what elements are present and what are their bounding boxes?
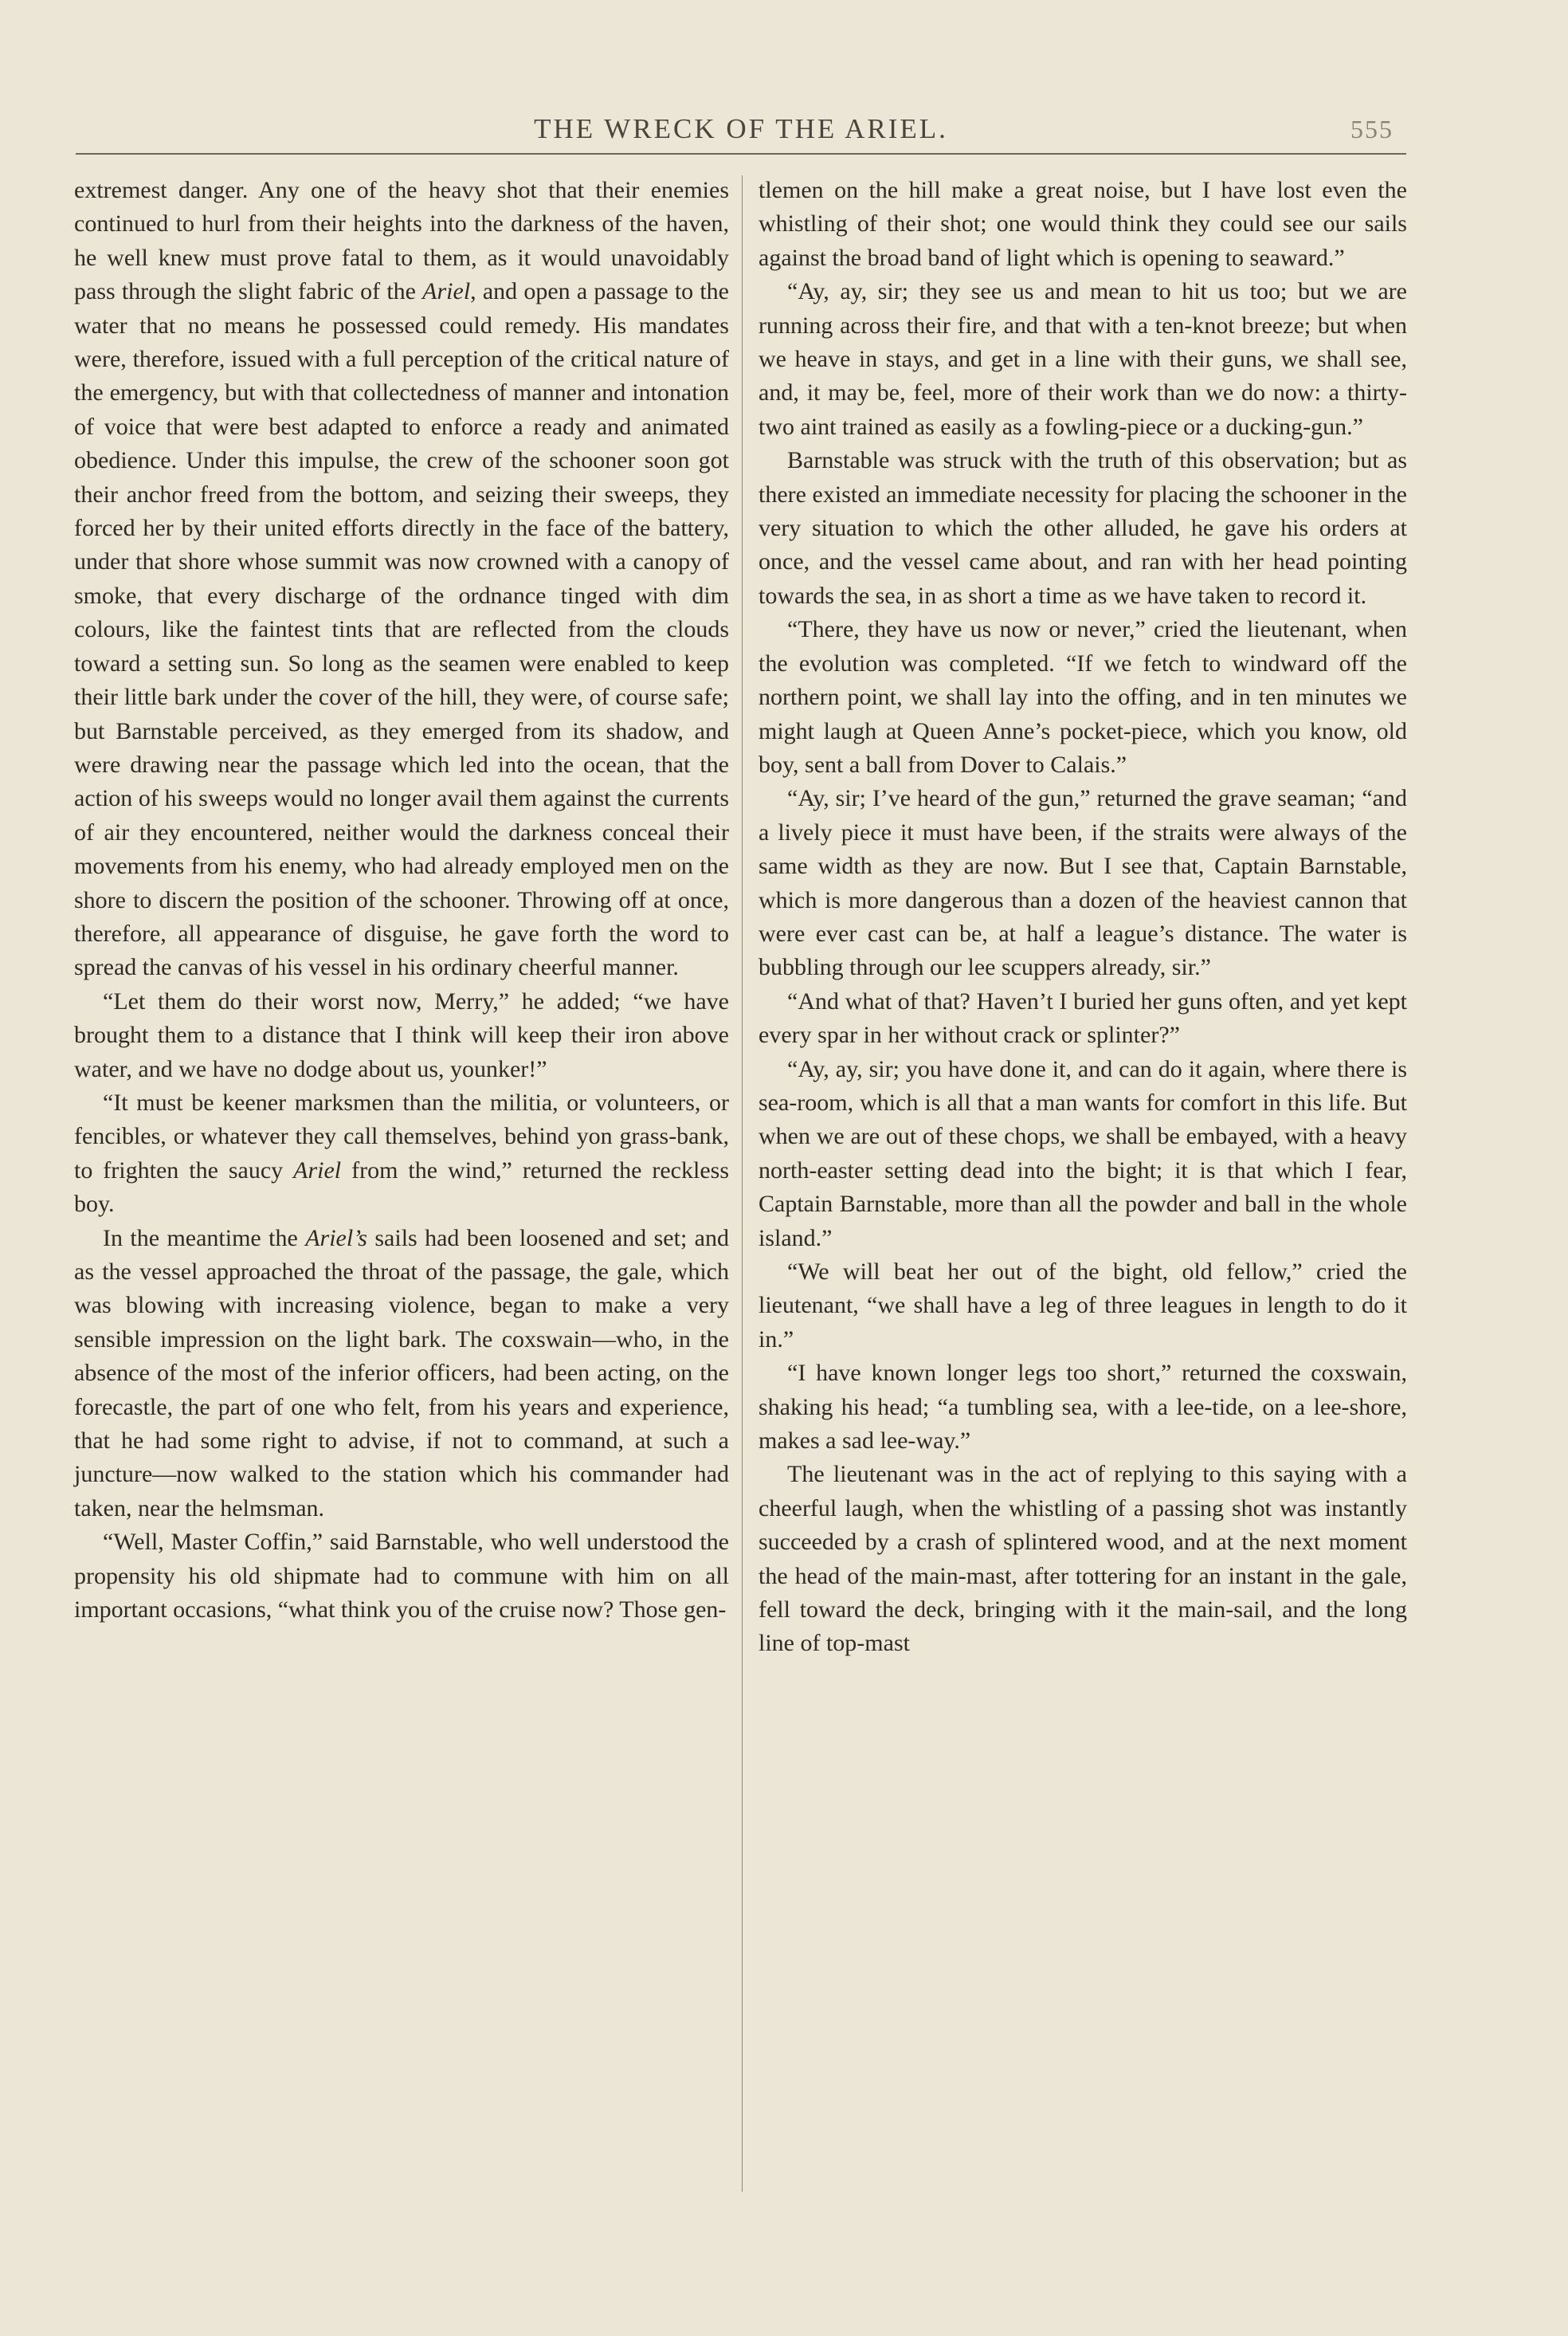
paragraph: [74, 174, 729, 985]
paragraph: “I have known longer legs too short,” returned the coxswain, shaking his head; “a tumbling sea, with a lee-tide, on a lee-shore, makes a sad lee-way.”: [759, 1360, 1407, 1455]
paragraph: “Well, Master Coffin,” said Barnstable, who well understood the propensity his old shipmate had to commune with him on all important occasions, “what think you of the cruise now? Those gen-: [74, 1529, 729, 1623]
ship-name: Ariel: [422, 278, 471, 305]
paragraph: “Ay, ay, sir; you have done it, and can do it again, where there is sea-room, which is all that a man wants for comfort in this life. But when we are out of these chops, we shall be embayed, with a heavy north-easter setting dead into the bight; it is that which I fear, Captain Barnstable, more than all the powder and ball in the whole island.”: [759, 1055, 1407, 1251]
paragraph: “There, they have us now or never,” cried the lieutenant, when the evolution was completed. “If we fetch to windward off the northern point, we shall lay into the offing, and in ten minutes we might laugh at Queen Anne’s pocket-piece, which you know, old boy, sent a ball from Dover to Calais.”: [759, 616, 1407, 778]
paragraph: “Ay, sir; I’ve heard of the gun,” returned the grave seaman; “and a lively piece it must have been, if the straits were always of the same width as they are now. But I see that, Captain Barnstable, which is more dangerous than a dozen of the heaviest cannon that were ever cast can be, at half a league’s distance. The water is bubbling through our lee scuppers already, sir.”: [759, 785, 1407, 981]
right-column: [759, 174, 1407, 1661]
running-title: THE WRECK OF THE ARIEL.: [534, 113, 948, 144]
text-run: “It must be keener marksmen than the militia, or volunteers, or fencibles, or whatever they call themselves, behind yon grass-bank, to frighten the saucy: [74, 1089, 729, 1184]
text-run: from the wind,” returned the reckless boy.: [74, 1156, 729, 1218]
text-run: , and open a passage to the water that no means he possessed could remedy. His mandates were, therefore, issued with a full perception of the critical nature of the emergency, but with that collectedness of manner and intonation of voice that were best adapted to enforce a ready and animated obedience. Under this impulse, the crew of the schooner soon got their anchor freed from the bottom, and seizing their sweeps, they forced her by their united efforts directly in the face of the battery, under that shore whose summit was now crowned with a canopy of smoke, that every discharge of the ordnance tinged with dim colours, like the faintest tints that are reflected from the clouds toward a setting sun. So long as the seamen were enabled to keep their little bark under the cover of the hill, they were, of course safe; but Barnstable perceived, as they emerged from its shadow, and were drawing near the passage which led into the ocean, that the action of his sweeps would no longer avail them against the currents of air they encountered, neither would the darkness conceal their movements from his enemy, who had already employed men on the shore to discern the position of the schooner. Throwing off at once, therefore, all appearance of disguise, he gave forth the word to spread the canvas of his vessel in his ordinary cheerful manner.: [74, 278, 729, 981]
paragraph: tlemen on the hill make a great noise, but I have lost even the whistling of their shot; one would think they could see our sails against the broad band of light which is opening to seaward.”: [759, 177, 1407, 271]
left-column: [74, 174, 729, 1627]
page-header: [76, 113, 1406, 155]
paragraph: [74, 1086, 729, 1222]
header-rule: [76, 153, 1406, 155]
text-run: In the meantime the: [103, 1224, 306, 1251]
text-run: sails had been loosened and set; and as the vessel approached the throat of the passage, the gale, which was blowing with increasing violence, began to make a very sensible impression on the light bark. The coxswain—who, in the absence of the most of the inferior officers, had been acting, on the forecastle, the part of one who felt, from his years and experience, that he had some right to advise, if not to command, at such a juncture—now walked to the station which his commander had taken, near the helmsman.: [74, 1224, 730, 1521]
paragraph: “And what of that? Haven’t I buried her guns often, and yet kept every spar in her without crack or splinter?”: [759, 987, 1407, 1049]
paragraph: “We will beat her out of the bight, old fellow,” cried the lieutenant, “we shall have a leg of three leagues in length to do it in.”: [759, 1258, 1407, 1353]
text-run: extremest danger. Any one of the heavy shot that their enemies continued to hurl from their heights into the darkness of the haven, he well knew must prove fatal to them, as it would unavoidably pass through the slight fabric of the: [74, 177, 729, 305]
page-number: 555: [1350, 115, 1394, 143]
column-divider: [742, 175, 743, 2192]
paragraph: Barnstable was struck with the truth of this observation; but as there existed an immediate necessity for placing the schooner in the very situation to which the other alluded, he gave his orders at once, and the vessel came about, and ran with her head pointing towards the sea, in as short a time as we have taken to record it.: [759, 447, 1407, 609]
ship-name: Ariel’s: [305, 1224, 367, 1251]
ship-name: Ariel: [293, 1156, 342, 1184]
paragraph: The lieutenant was in the act of replying to this saying with a cheerful laugh, when the whistling of a passing shot was instantly succeeded by a crash of splintered wood, and at the next moment the head of the main-mast, after tottering for an instant in the gale, fell toward the deck, bringing with it the main-sail, and the long line of top-mast: [759, 1461, 1407, 1657]
paragraph: “Let them do their worst now, Merry,” he added; “we have brought them to a distance that I think will keep their iron above water, and we have no dodge about us, younker!”: [74, 987, 729, 1082]
paragraph: “Ay, ay, sir; they see us and mean to hit us too; but we are running across their fire, and that with a ten-knot breeze; but when we heave in stays, and get in a line with their guns, we shall see, and, it may be, feel, more of their work than we do now: a thirty-two aint trained as easily as a fowling-piece or a ducking-gun.”: [759, 278, 1407, 440]
paragraph: [74, 1222, 729, 1526]
